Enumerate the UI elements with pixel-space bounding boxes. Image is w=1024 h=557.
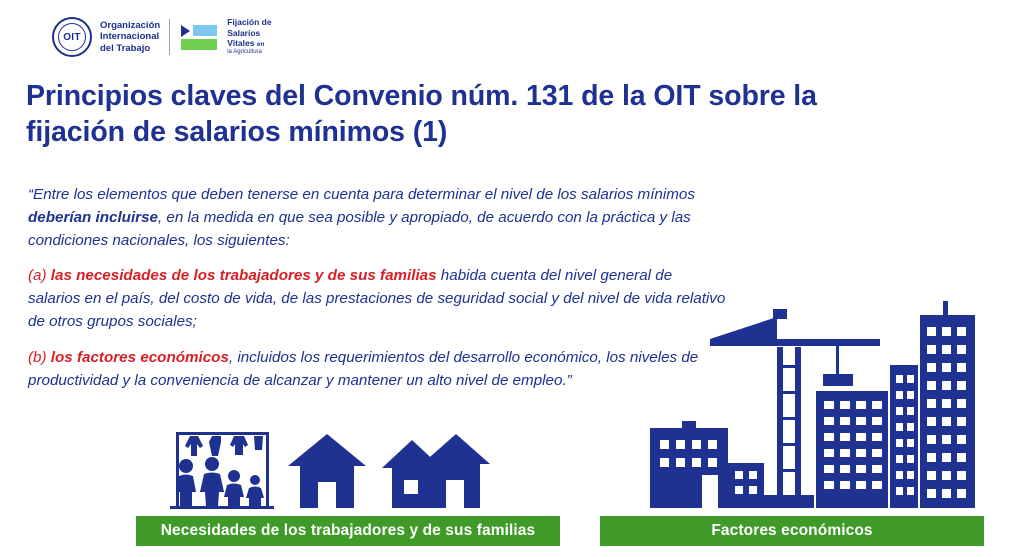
building-left-door xyxy=(702,475,718,508)
hanging-shirt-2 xyxy=(230,436,248,455)
program-line-3-wrap xyxy=(227,38,271,49)
flag-row-bottom xyxy=(181,39,219,50)
quote-intro-part1: “Entre los elementos que deben tenerse en cuenta para determinar el nivel de los salarios mínimos xyxy=(28,186,695,203)
crane-base xyxy=(764,495,814,508)
quote-intro xyxy=(28,183,728,252)
hanging-shirt-1 xyxy=(185,436,203,456)
ilo-emblem-icon xyxy=(52,17,92,57)
flag-row-top xyxy=(181,25,219,37)
family-ground-line xyxy=(170,506,274,509)
crane-cable xyxy=(836,346,839,374)
city-crane-svg xyxy=(640,295,985,515)
play-triangle-icon xyxy=(181,25,190,37)
family-houses-svg xyxy=(160,424,550,514)
building-left-annex xyxy=(728,463,764,508)
program-flag-icon xyxy=(181,25,219,50)
quote-body xyxy=(28,183,728,392)
house-2-door xyxy=(446,480,464,508)
crane-cab xyxy=(773,309,787,319)
person-child-2-head xyxy=(250,475,260,485)
crane-mast xyxy=(777,347,783,495)
logo-divider xyxy=(169,19,170,55)
program-line-3-suffix: en xyxy=(256,41,265,49)
crane-load xyxy=(823,374,853,386)
hanging-towel xyxy=(254,436,263,450)
person-child-2-body xyxy=(246,487,264,507)
organization-name xyxy=(100,20,160,55)
clothesline-rope xyxy=(176,432,269,435)
quote-item-b-bold: los factores económicos xyxy=(50,348,229,366)
crane-jib xyxy=(710,339,880,346)
house-1-door xyxy=(318,482,336,508)
page-title: Principios claves del Convenio núm. 131 de la OIT sobre la fijación de salarios mínimos (1) xyxy=(26,80,817,149)
caption-right: Factores económicos xyxy=(600,516,984,546)
emblem-label: OIT xyxy=(63,31,81,43)
quote-intro-part2: , en la medida en que sea posible y apropiado, de acuerdo con la práctica y las condiciones nacionales, los siguientes: xyxy=(28,209,691,250)
quote-item-b-rest: , incluidos los requerimientos del desarrollo económico, los niveles de productividad y la conveniencia de alcanzar y mantener un alto nivel de empleo.” xyxy=(28,348,699,389)
quote-item-a-rest: habida cuenta del nivel general de salarios en el país, del costo de vida, de las prestaciones de seguridad social y del nivel de vida relativo de otros grupos sociales; xyxy=(28,267,726,331)
city-and-crane-illustration xyxy=(640,295,985,515)
logo-lockup xyxy=(52,14,272,60)
flag-bar-green xyxy=(181,39,217,50)
flag-bar-blue xyxy=(193,25,217,36)
org-line-2: Internacional xyxy=(100,31,160,43)
program-line-1: Fijación de xyxy=(227,17,272,28)
hanging-pants xyxy=(209,436,221,456)
program-line-3: Vitales xyxy=(227,38,255,49)
person-child-1-head xyxy=(228,470,240,482)
program-name xyxy=(227,17,271,57)
crane-counter-jib xyxy=(710,317,777,339)
program-line-4: la Agricultura xyxy=(227,49,262,56)
quote-item-a-bold: las necesidades de los trabajadores y de sus familias xyxy=(50,267,437,285)
house-2-window xyxy=(404,480,418,494)
person-adult-female-head xyxy=(205,457,219,471)
quote-item-a-label: (a) xyxy=(28,267,47,285)
clothesline-pole-left xyxy=(176,432,179,506)
quote-item-b-label: (b) xyxy=(28,348,47,366)
family-and-houses-illustration xyxy=(160,424,550,514)
skyscraper-antenna xyxy=(943,301,948,315)
quote-intro-bold: deberían incluirse xyxy=(28,209,158,227)
person-adult-male-head xyxy=(179,459,193,473)
person-adult-female-body xyxy=(200,473,224,507)
program-line-2: Salarios xyxy=(227,27,261,38)
org-line-3: del Trabajo xyxy=(100,42,151,54)
caption-left: Necesidades de los trabajadores y de sus familias xyxy=(136,516,560,546)
quote-item-a xyxy=(28,264,728,333)
quote-item-b xyxy=(28,346,728,392)
person-child-1-body xyxy=(224,484,244,507)
clothesline-pole-right xyxy=(266,432,269,506)
building-narrow-tower xyxy=(890,365,918,508)
org-line-1: Organización xyxy=(100,19,161,31)
crane-mast-2 xyxy=(795,347,801,495)
